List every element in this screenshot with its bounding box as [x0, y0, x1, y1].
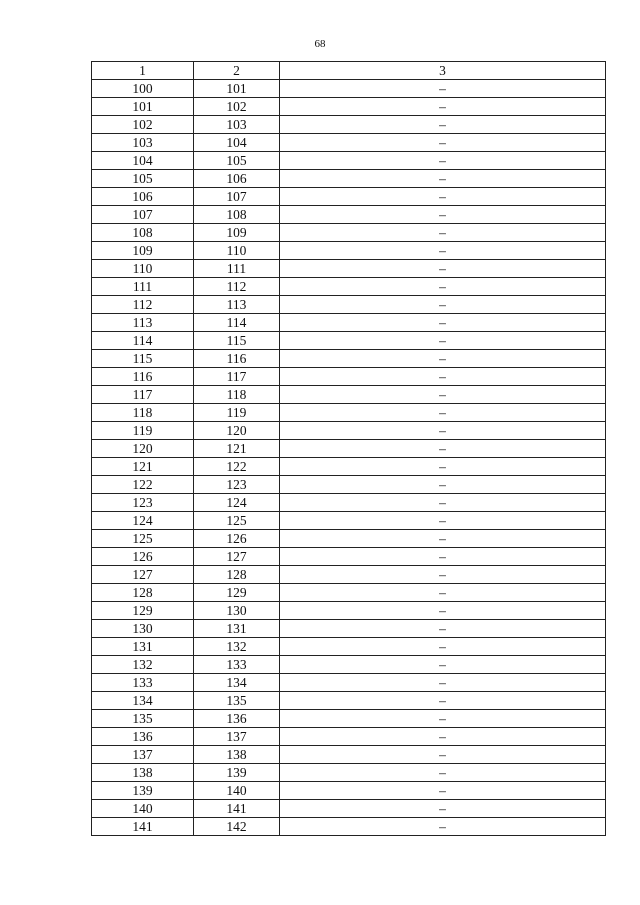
- table-row: [92, 764, 606, 782]
- table-row: [92, 332, 606, 350]
- table-cell-col-3: –: [280, 728, 606, 746]
- table-cell-col-1: 105: [92, 170, 194, 188]
- table-cell-col-2: 113: [194, 296, 280, 314]
- table-cell-col-3: –: [280, 494, 606, 512]
- table-cell-col-3: –: [280, 278, 606, 296]
- table-cell-col-3: –: [280, 260, 606, 278]
- table-row: [92, 710, 606, 728]
- table-cell-col-2: 125: [194, 512, 280, 530]
- table-cell-col-3: –: [280, 692, 606, 710]
- table-cell-col-1: 134: [92, 692, 194, 710]
- table-row: [92, 818, 606, 836]
- table-cell-col-1: 133: [92, 674, 194, 692]
- table-cell-col-2: 141: [194, 800, 280, 818]
- data-table: [91, 61, 606, 836]
- table-cell-col-3: –: [280, 170, 606, 188]
- table-row: [92, 638, 606, 656]
- table-row: [92, 512, 606, 530]
- table-cell-col-3: –: [280, 764, 606, 782]
- table-cell-col-1: 109: [92, 242, 194, 260]
- table-cell-col-1: 132: [92, 656, 194, 674]
- table-cell-col-2: 127: [194, 548, 280, 566]
- table-cell-col-2: 134: [194, 674, 280, 692]
- table-cell-col-1: 100: [92, 80, 194, 98]
- table-cell-col-3: –: [280, 584, 606, 602]
- table-cell-col-1: 125: [92, 530, 194, 548]
- table-cell-col-2: 122: [194, 458, 280, 476]
- table-cell-col-2: 115: [194, 332, 280, 350]
- table-cell-col-3: –: [280, 404, 606, 422]
- table-cell-col-1: 111: [92, 278, 194, 296]
- table-cell-col-2: 139: [194, 764, 280, 782]
- table-row: [92, 242, 606, 260]
- table-row: [92, 458, 606, 476]
- table-cell-col-1: 102: [92, 116, 194, 134]
- table-cell-col-3: –: [280, 458, 606, 476]
- table-row: [92, 530, 606, 548]
- table-cell-col-1: 138: [92, 764, 194, 782]
- column-header-2: 2: [194, 62, 280, 80]
- table-cell-col-2: 142: [194, 818, 280, 836]
- table-cell-col-3: –: [280, 656, 606, 674]
- table-cell-col-1: 127: [92, 566, 194, 584]
- table-cell-col-2: 111: [194, 260, 280, 278]
- table-row: [92, 782, 606, 800]
- table-row: [92, 368, 606, 386]
- table-cell-col-3: –: [280, 206, 606, 224]
- table-cell-col-1: 139: [92, 782, 194, 800]
- table-cell-col-2: 132: [194, 638, 280, 656]
- table-cell-col-3: –: [280, 818, 606, 836]
- table-cell-col-2: 138: [194, 746, 280, 764]
- table-cell-col-2: 106: [194, 170, 280, 188]
- table-cell-col-3: –: [280, 152, 606, 170]
- table-cell-col-1: 117: [92, 386, 194, 404]
- table-cell-col-2: 105: [194, 152, 280, 170]
- table-cell-col-1: 136: [92, 728, 194, 746]
- table-row: [92, 224, 606, 242]
- table-cell-col-2: 136: [194, 710, 280, 728]
- table-cell-col-2: 135: [194, 692, 280, 710]
- table-cell-col-1: 140: [92, 800, 194, 818]
- table-cell-col-1: 129: [92, 602, 194, 620]
- table-cell-col-3: –: [280, 332, 606, 350]
- table-cell-col-2: 126: [194, 530, 280, 548]
- table-cell-col-2: 109: [194, 224, 280, 242]
- table-cell-col-3: –: [280, 386, 606, 404]
- table-cell-col-2: 103: [194, 116, 280, 134]
- table-row: [92, 116, 606, 134]
- table-row: [92, 656, 606, 674]
- table-cell-col-1: 112: [92, 296, 194, 314]
- table-row: [92, 278, 606, 296]
- table-row: [92, 728, 606, 746]
- table-row: [92, 476, 606, 494]
- table-cell-col-1: 104: [92, 152, 194, 170]
- table-cell-col-2: 118: [194, 386, 280, 404]
- table-cell-col-1: 141: [92, 818, 194, 836]
- table-row: [92, 422, 606, 440]
- table-cell-col-1: 122: [92, 476, 194, 494]
- table-cell-col-3: –: [280, 620, 606, 638]
- table-cell-col-3: –: [280, 296, 606, 314]
- table-row: [92, 152, 606, 170]
- table-cell-col-2: 102: [194, 98, 280, 116]
- table-cell-col-1: 126: [92, 548, 194, 566]
- table-cell-col-1: 119: [92, 422, 194, 440]
- table-cell-col-2: 137: [194, 728, 280, 746]
- table-row: [92, 404, 606, 422]
- table-cell-col-3: –: [280, 782, 606, 800]
- table-cell-col-1: 130: [92, 620, 194, 638]
- table-cell-col-3: –: [280, 674, 606, 692]
- table-cell-col-1: 118: [92, 404, 194, 422]
- table-cell-col-2: 140: [194, 782, 280, 800]
- table-cell-col-2: 124: [194, 494, 280, 512]
- table-cell-col-3: –: [280, 548, 606, 566]
- table-cell-col-3: –: [280, 422, 606, 440]
- table-row: [92, 206, 606, 224]
- table-cell-col-3: –: [280, 440, 606, 458]
- table-cell-col-2: 117: [194, 368, 280, 386]
- table-cell-col-2: 131: [194, 620, 280, 638]
- table-cell-col-1: 135: [92, 710, 194, 728]
- table-cell-col-2: 108: [194, 206, 280, 224]
- table-cell-col-2: 116: [194, 350, 280, 368]
- table-cell-col-3: –: [280, 134, 606, 152]
- table-cell-col-2: 123: [194, 476, 280, 494]
- table-cell-col-3: –: [280, 80, 606, 98]
- table-row: [92, 494, 606, 512]
- column-header-3: 3: [280, 62, 606, 80]
- table-cell-col-3: –: [280, 530, 606, 548]
- table-cell-col-3: –: [280, 476, 606, 494]
- table-cell-col-3: –: [280, 242, 606, 260]
- table-cell-col-3: –: [280, 188, 606, 206]
- table-cell-col-1: 124: [92, 512, 194, 530]
- table-cell-col-1: 114: [92, 332, 194, 350]
- table-row: [92, 548, 606, 566]
- table-cell-col-3: –: [280, 350, 606, 368]
- table-cell-col-2: 119: [194, 404, 280, 422]
- table-cell-col-2: 120: [194, 422, 280, 440]
- table-cell-col-1: 115: [92, 350, 194, 368]
- table-cell-col-3: –: [280, 710, 606, 728]
- table-cell-col-3: –: [280, 512, 606, 530]
- table-cell-col-2: 112: [194, 278, 280, 296]
- table-cell-col-3: –: [280, 98, 606, 116]
- table-row: [92, 620, 606, 638]
- table-cell-col-2: 129: [194, 584, 280, 602]
- table-row: [92, 350, 606, 368]
- table-row: [92, 800, 606, 818]
- table-cell-col-1: 137: [92, 746, 194, 764]
- page-number: 68: [314, 38, 326, 50]
- table-cell-col-3: –: [280, 314, 606, 332]
- table-cell-col-2: 114: [194, 314, 280, 332]
- table-row: [92, 674, 606, 692]
- table-cell-col-3: –: [280, 368, 606, 386]
- table-cell-col-1: 116: [92, 368, 194, 386]
- table-cell-col-1: 108: [92, 224, 194, 242]
- table-header-row: [92, 62, 606, 80]
- table-row: [92, 170, 606, 188]
- table-cell-col-3: –: [280, 638, 606, 656]
- table-body: [92, 80, 606, 836]
- table-row: [92, 386, 606, 404]
- table-cell-col-2: 133: [194, 656, 280, 674]
- table-cell-col-3: –: [280, 116, 606, 134]
- table-cell-col-1: 106: [92, 188, 194, 206]
- table-cell-col-2: 104: [194, 134, 280, 152]
- table-cell-col-1: 107: [92, 206, 194, 224]
- table-row: [92, 260, 606, 278]
- table-cell-col-1: 101: [92, 98, 194, 116]
- table-cell-col-1: 103: [92, 134, 194, 152]
- table-row: [92, 98, 606, 116]
- table-cell-col-1: 123: [92, 494, 194, 512]
- table-cell-col-1: 121: [92, 458, 194, 476]
- table-cell-col-2: 107: [194, 188, 280, 206]
- table-cell-col-1: 128: [92, 584, 194, 602]
- table-cell-col-3: –: [280, 746, 606, 764]
- table-row: [92, 188, 606, 206]
- table-cell-col-2: 110: [194, 242, 280, 260]
- table-cell-col-3: –: [280, 602, 606, 620]
- table-cell-col-1: 131: [92, 638, 194, 656]
- table-cell-col-2: 121: [194, 440, 280, 458]
- table-cell-col-2: 128: [194, 566, 280, 584]
- table-row: [92, 134, 606, 152]
- table-cell-col-2: 101: [194, 80, 280, 98]
- table-row: [92, 314, 606, 332]
- table-cell-col-3: –: [280, 800, 606, 818]
- table-row: [92, 746, 606, 764]
- table-cell-col-1: 110: [92, 260, 194, 278]
- table-row: [92, 584, 606, 602]
- table-row: [92, 566, 606, 584]
- table-cell-col-2: 130: [194, 602, 280, 620]
- table-row: [92, 602, 606, 620]
- table-cell-col-1: 113: [92, 314, 194, 332]
- table-cell-col-1: 120: [92, 440, 194, 458]
- table-cell-col-3: –: [280, 224, 606, 242]
- table-row: [92, 692, 606, 710]
- table-row: [92, 296, 606, 314]
- table-row: [92, 80, 606, 98]
- column-header-1: 1: [92, 62, 194, 80]
- table-cell-col-3: –: [280, 566, 606, 584]
- table-row: [92, 440, 606, 458]
